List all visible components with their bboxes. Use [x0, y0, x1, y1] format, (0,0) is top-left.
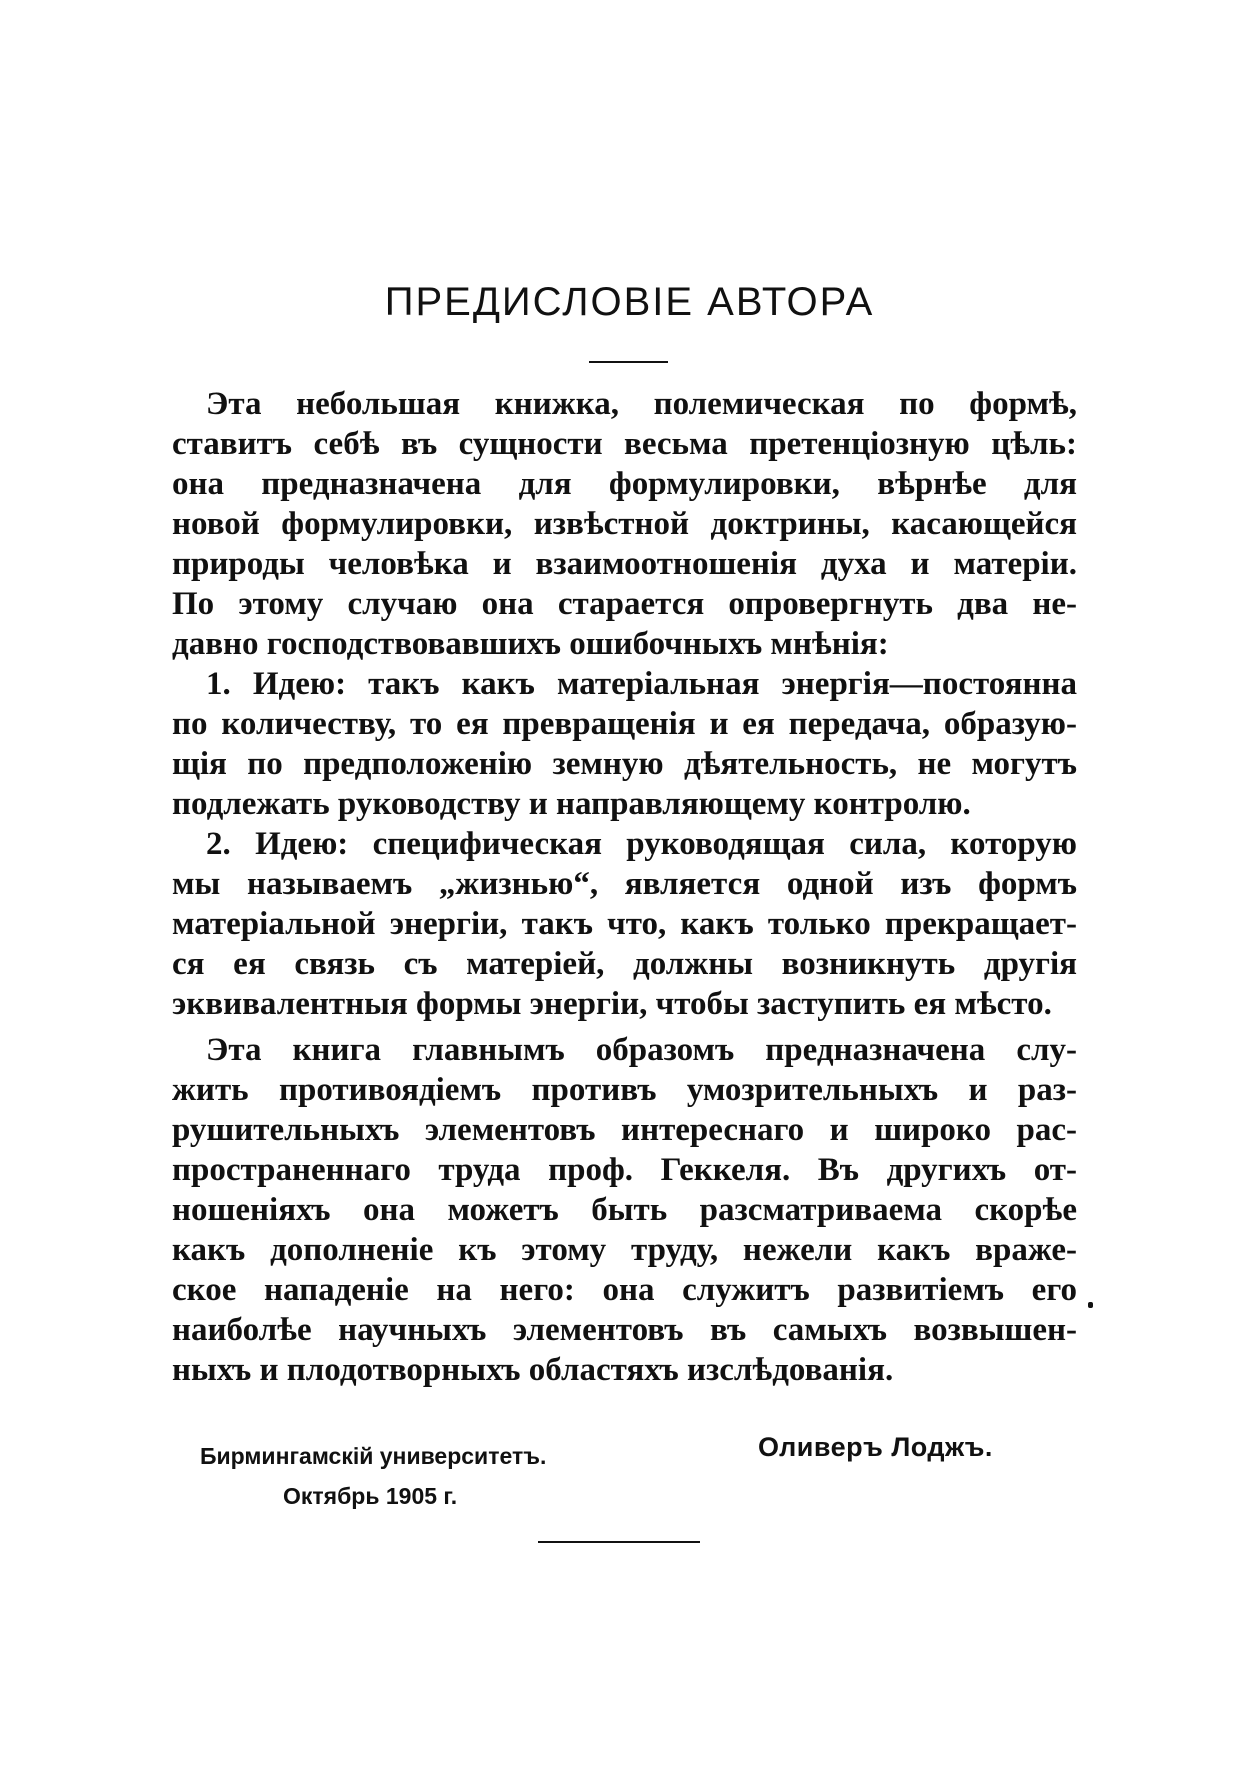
text-line: 1. Идею: такъ какъ матеріальная энергія—постоянна	[206, 666, 1077, 702]
text-line: природы человѣка и взаимоотношенія духа и матеріи.	[172, 546, 1077, 582]
place-line: Бирмингамскій университетъ.	[200, 1443, 547, 1469]
text-line: ся ея связь съ матеріей, должны возникнуть другія	[172, 946, 1077, 982]
text-line: пространеннаго труда проф. Геккеля. Въ другихъ от-	[172, 1152, 1077, 1188]
text-line: подлежать руководству и направляющему контролю.	[172, 786, 971, 822]
text-line: жить противоядіемъ противъ умозрительныхъ и раз-	[172, 1072, 1077, 1108]
date-line: Октябрь 1905 г.	[283, 1483, 458, 1509]
paragraph	[172, 384, 1077, 664]
margin-ink-dot	[1088, 1302, 1093, 1308]
text-line: матеріальной энергіи, такъ что, какъ только прекращает-	[172, 906, 1077, 942]
title-divider	[589, 361, 668, 363]
text-line: ношеніяхъ она можетъ быть разсматриваема скорѣе	[172, 1192, 1077, 1228]
author-signature: Оливеръ Лоджъ.	[758, 1432, 993, 1462]
text-line: ныхъ и плодотворныхъ областяхъ изслѣдованія.	[172, 1352, 894, 1388]
text-line: 2. Идею: специфическая руководящая сила, которую	[206, 826, 1077, 862]
text-line: Эта небольшая книжка, полемическая по формѣ,	[206, 386, 1077, 422]
place-and-date	[200, 1436, 620, 1516]
text-line: какъ дополненіе къ этому труду, нежели какъ враже-	[172, 1232, 1077, 1268]
text-line: она предназначена для формулировки, вѣрнѣе для	[172, 466, 1077, 502]
text-line: мы называемъ „жизнью“, является одной изъ формъ	[172, 866, 1077, 902]
preface-body	[172, 384, 1077, 1390]
text-line: по количеству, то ея превращенія и ея передача, образую-	[172, 706, 1077, 742]
text-line: ставитъ себѣ въ сущности весьма претенціозную цѣль:	[172, 426, 1077, 462]
paragraph	[172, 824, 1077, 1024]
text-line: эквивалентныя формы энергіи, чтобы заступить ея мѣсто.	[172, 986, 1052, 1022]
text-line: давно господствовавшихъ ошибочныхъ мнѣнія:	[172, 626, 889, 662]
text-line: новой формулировки, извѣстной доктрины, касающейся	[172, 506, 1077, 542]
text-line: ское нападеніе на него: она служитъ развитіемъ его	[172, 1272, 1077, 1308]
text-line: рушительныхъ элементовъ интереснаго и широко рас-	[172, 1112, 1077, 1148]
paragraph	[172, 664, 1077, 824]
end-divider	[538, 1541, 700, 1543]
text-line: Эта книга главнымъ образомъ предназначена слу-	[206, 1032, 1077, 1068]
preface-title: ПРЕДИСЛОВІЕ АВТОРА	[384, 280, 875, 324]
text-line: щія по предположенію земную дѣятельность, не могутъ	[172, 746, 1077, 782]
text-line: наиболѣе научныхъ элементовъ въ самыхъ возвышен-	[172, 1312, 1077, 1348]
text-line: По этому случаю она старается опровергнуть два не-	[172, 586, 1077, 622]
paragraph	[172, 1030, 1077, 1390]
